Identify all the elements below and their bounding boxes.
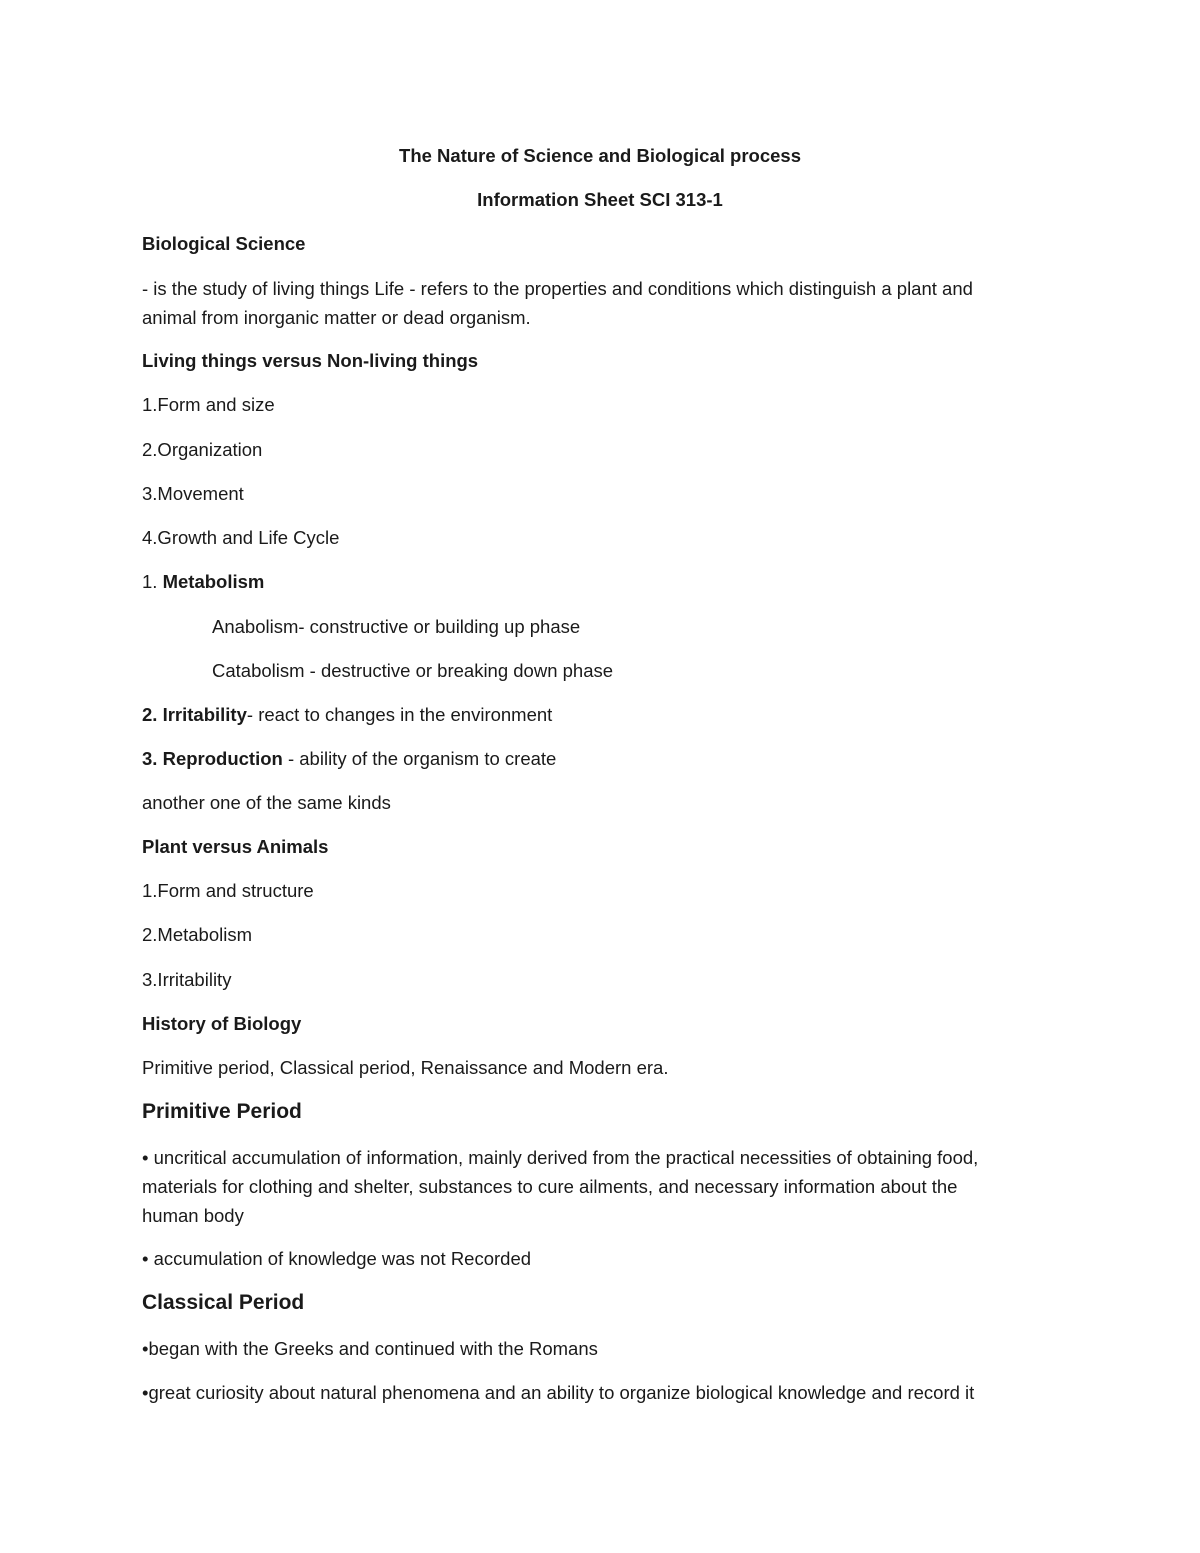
bullet-line: • uncritical accumulation of information, mainly derived from the practical necessities of obtaining food, [142,1147,979,1168]
section-heading-biological-science: Biological Science [142,233,306,254]
list-item: 3.Movement [142,483,244,504]
list-item: 2.Organization [142,439,263,460]
section-heading-plant-vs-animals: Plant versus Animals [142,836,329,857]
list-item: 3.Irritability [142,969,232,990]
list-item: 1.Form and structure [142,880,314,901]
bullet-line: •began with the Greeks and continued with the Romans [142,1338,598,1359]
item-number: 2. [142,704,163,725]
item-number: 1. [142,571,163,592]
irritability-item [142,700,552,729]
item-number: 3. [142,748,163,769]
list-item: 4.Growth and Life Cycle [142,527,340,548]
section-heading-classical-period: Classical Period [142,1291,305,1314]
item-description: - react to changes in the environment [246,704,553,725]
list-item: 2.Metabolism [142,924,253,945]
paragraph-line: - is the study of living things Life - refers to the properties and conditions which distinguish a plant and [142,278,973,299]
document-subtitle: Information Sheet SCI 313-1 [477,189,723,210]
section-heading-history: History of Biology [142,1013,302,1034]
section-heading-primitive-period: Primitive Period [142,1100,302,1123]
metabolism-item [142,567,264,596]
bullet-line: •great curiosity about natural phenomena and an ability to organize biological knowledge and record it [142,1382,975,1403]
section-heading-living-vs-nonliving: Living things versus Non-living things [142,350,479,371]
item-term: Irritability [162,704,247,725]
catabolism-line: Catabolism - destructive or breaking down phase [212,660,614,681]
list-item: 1.Form and size [142,394,275,415]
bullet-line: materials for clothing and shelter, substances to cure ailments, and necessary information about the [142,1176,958,1197]
anabolism-line: Anabolism- constructive or building up phase [212,616,581,637]
document-title: The Nature of Science and Biological process [399,145,801,166]
bullet-line: human body [142,1205,244,1226]
bullet-line: • accumulation of knowledge was not Recorded [142,1248,532,1269]
paragraph-line: Primitive period, Classical period, Renaissance and Modern era. [142,1057,669,1078]
item-description: - ability of the organism to create [282,748,557,769]
reproduction-continuation: another one of the same kinds [142,792,391,813]
reproduction-item [142,744,556,773]
item-term: Reproduction [162,748,283,769]
item-term: Metabolism [162,571,265,592]
paragraph-line: animal from inorganic matter or dead organism. [142,307,531,328]
